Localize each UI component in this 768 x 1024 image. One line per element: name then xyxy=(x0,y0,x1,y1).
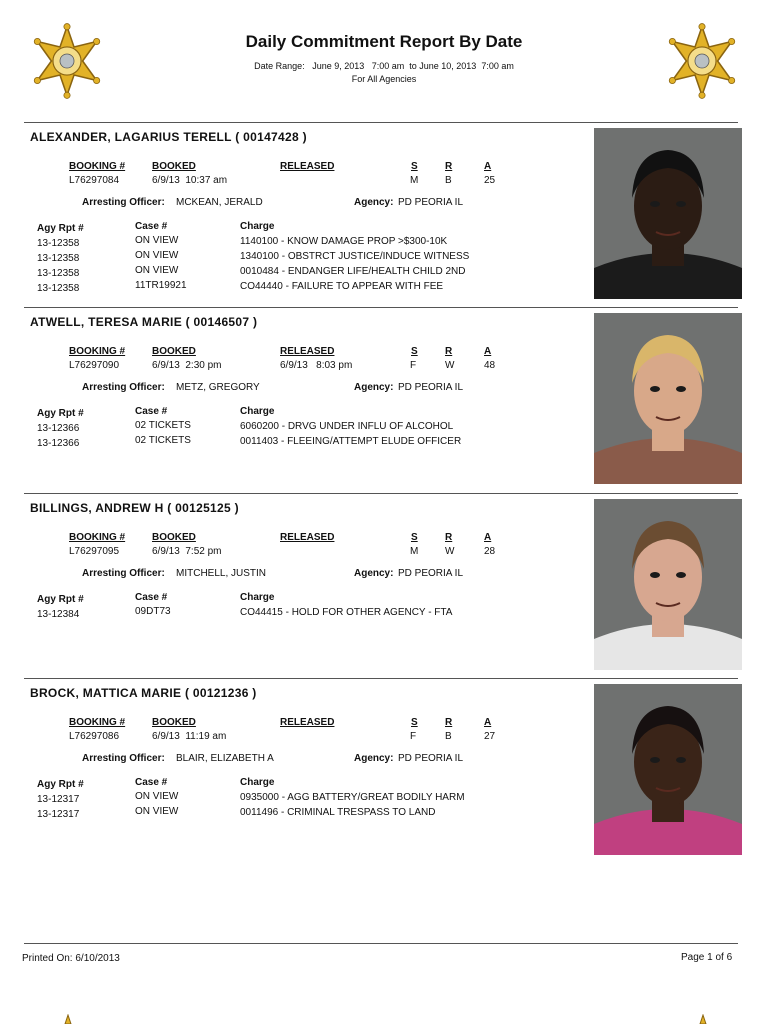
col-agy-rpt: Agy Rpt # xyxy=(37,408,84,419)
col-booked: BOOKED xyxy=(152,161,196,172)
booking-number: L76297095 xyxy=(69,546,120,557)
printed-on: Printed On: 6/10/2013 xyxy=(22,953,120,964)
booked-datetime: 6/9/13 11:19 am xyxy=(152,731,227,742)
col-agy-rpt: Agy Rpt # xyxy=(37,779,84,790)
col-race: R xyxy=(445,346,453,357)
officer-label: Arresting Officer: xyxy=(82,197,165,208)
case-number: ON VIEW xyxy=(135,250,179,261)
case-number: 09DT73 xyxy=(135,606,171,617)
age-value: 28 xyxy=(484,546,496,557)
race-value: W xyxy=(445,360,455,371)
sex-value: M xyxy=(410,175,419,186)
col-race: R xyxy=(445,532,453,543)
col-age: A xyxy=(484,161,492,172)
inmate-name: ATWELL, TERESA MARIE ( 00146507 ) xyxy=(30,315,258,329)
charge-description: CO44415 - HOLD FOR OTHER AGENCY - FTA xyxy=(240,607,453,618)
divider xyxy=(24,122,738,123)
age-value: 27 xyxy=(484,731,496,742)
agy-rpt-number: 13-12384 xyxy=(37,609,80,620)
col-case: Case # xyxy=(135,406,168,417)
agy-rpt-number: 13-12366 xyxy=(37,423,80,434)
agy-rpt-number: 13-12366 xyxy=(37,438,80,449)
col-sex: S xyxy=(411,346,418,357)
agency-name: PD PEORIA IL xyxy=(398,382,464,393)
col-booking: BOOKING # xyxy=(69,532,126,543)
booked-datetime: 6/9/13 7:52 pm xyxy=(152,546,222,557)
agency-name: PD PEORIA IL xyxy=(398,197,464,208)
col-booked: BOOKED xyxy=(152,532,196,543)
inmate-name: BROCK, MATTICA MARIE ( 00121236 ) xyxy=(30,686,257,700)
date-range: Date Range: June 9, 2013 7:00 am to June 10, 2013 7:00 am xyxy=(254,61,514,71)
agy-rpt-number: 13-12317 xyxy=(37,794,80,805)
agy-rpt-number: 13-12358 xyxy=(37,268,80,279)
sex-value: F xyxy=(410,360,417,371)
agencies-line: For All Agencies xyxy=(351,74,417,84)
col-released: RELEASED xyxy=(280,161,335,172)
released-datetime: 6/9/13 8:03 pm xyxy=(280,360,353,371)
col-charge: Charge xyxy=(240,592,275,603)
col-charge: Charge xyxy=(240,221,275,232)
officer-label: Arresting Officer: xyxy=(82,753,165,764)
charge-description: CO44440 - FAILURE TO APPEAR WITH FEE xyxy=(240,281,444,292)
case-number: 02 TICKETS xyxy=(135,420,191,431)
case-number: ON VIEW xyxy=(135,791,179,802)
age-value: 48 xyxy=(484,360,496,371)
col-released: RELEASED xyxy=(280,717,335,728)
officer-label: Arresting Officer: xyxy=(82,568,165,579)
divider xyxy=(24,943,738,944)
officer-name: MCKEAN, JERALD xyxy=(176,197,263,208)
col-case: Case # xyxy=(135,592,168,603)
col-booking: BOOKING # xyxy=(69,161,126,172)
col-sex: S xyxy=(411,161,418,172)
agency-label: Agency: xyxy=(354,568,394,579)
race-value: B xyxy=(445,175,452,186)
col-sex: S xyxy=(411,717,418,728)
booking-number: L76297084 xyxy=(69,175,120,186)
divider xyxy=(24,307,738,308)
age-value: 25 xyxy=(484,175,496,186)
agency-name: PD PEORIA IL xyxy=(398,568,464,579)
agy-rpt-number: 13-12317 xyxy=(37,809,80,820)
booking-number: L76297090 xyxy=(69,360,120,371)
case-number: 02 TICKETS xyxy=(135,435,191,446)
col-case: Case # xyxy=(135,221,168,232)
agency-name: PD PEORIA IL xyxy=(398,753,464,764)
col-age: A xyxy=(484,717,492,728)
mugshot-photo xyxy=(594,684,742,855)
col-booking: BOOKING # xyxy=(69,717,126,728)
charge-description: 0010484 - ENDANGER LIFE/HEALTH CHILD 2ND xyxy=(240,266,466,277)
page-number: Page 1 of 6 xyxy=(681,952,733,963)
charge-description: 0011403 - FLEEING/ATTEMPT ELUDE OFFICER xyxy=(240,436,462,447)
race-value: B xyxy=(445,731,452,742)
col-race: R xyxy=(445,717,453,728)
divider xyxy=(24,493,738,494)
col-sex: S xyxy=(411,532,418,543)
col-booking: BOOKING # xyxy=(69,346,126,357)
col-booked: BOOKED xyxy=(152,717,196,728)
col-booked: BOOKED xyxy=(152,346,196,357)
col-agy-rpt: Agy Rpt # xyxy=(37,594,84,605)
officer-label: Arresting Officer: xyxy=(82,382,165,393)
charge-description: 1340100 - OBSTRCT JUSTICE/INDUCE WITNESS xyxy=(240,251,470,262)
mugshot-photo xyxy=(594,313,742,484)
booked-datetime: 6/9/13 2:30 pm xyxy=(152,360,222,371)
case-number: ON VIEW xyxy=(135,806,179,817)
col-charge: Charge xyxy=(240,777,275,788)
report-title: Daily Commitment Report By Date xyxy=(245,32,523,51)
col-charge: Charge xyxy=(240,406,275,417)
col-age: A xyxy=(484,532,492,543)
officer-name: MITCHELL, JUSTIN xyxy=(176,568,267,579)
booking-number: L76297086 xyxy=(69,731,120,742)
charge-description: 0011496 - CRIMINAL TRESPASS TO LAND xyxy=(240,807,436,818)
col-agy-rpt: Agy Rpt # xyxy=(37,223,84,234)
sex-value: M xyxy=(410,546,419,557)
agy-rpt-number: 13-12358 xyxy=(37,238,80,249)
col-case: Case # xyxy=(135,777,168,788)
inmate-name: BILLINGS, ANDREW H ( 00125125 ) xyxy=(30,501,239,515)
case-number: ON VIEW xyxy=(135,235,179,246)
mugshot-photo xyxy=(594,128,742,299)
officer-name: BLAIR, ELIZABETH A xyxy=(176,753,274,764)
agy-rpt-number: 13-12358 xyxy=(37,283,80,294)
agency-label: Agency: xyxy=(354,197,394,208)
charge-description: 0935000 - AGG BATTERY/GREAT BODILY HARM xyxy=(240,792,465,803)
sheriff-badge-icon xyxy=(58,1014,78,1024)
agency-label: Agency: xyxy=(354,382,394,393)
race-value: W xyxy=(445,546,455,557)
agy-rpt-number: 13-12358 xyxy=(37,253,80,264)
officer-name: METZ, GREGORY xyxy=(176,382,260,393)
sheriff-badge-icon xyxy=(693,1014,713,1024)
col-released: RELEASED xyxy=(280,346,335,357)
case-number: 11TR19921 xyxy=(135,280,187,291)
charge-description: 1140100 - KNOW DAMAGE PROP >$300-10K xyxy=(240,236,448,247)
mugshot-photo xyxy=(594,499,742,670)
col-race: R xyxy=(445,161,453,172)
booked-datetime: 6/9/13 10:37 am xyxy=(152,175,228,186)
inmate-name: ALEXANDER, LAGARIUS TERELL ( 00147428 ) xyxy=(30,130,307,144)
case-number: ON VIEW xyxy=(135,265,179,276)
sex-value: F xyxy=(410,731,417,742)
col-released: RELEASED xyxy=(280,532,335,543)
col-age: A xyxy=(484,346,492,357)
divider xyxy=(24,678,738,679)
charge-description: 6060200 - DRVG UNDER INFLU OF ALCOHOL xyxy=(240,421,454,432)
agency-label: Agency: xyxy=(354,753,394,764)
